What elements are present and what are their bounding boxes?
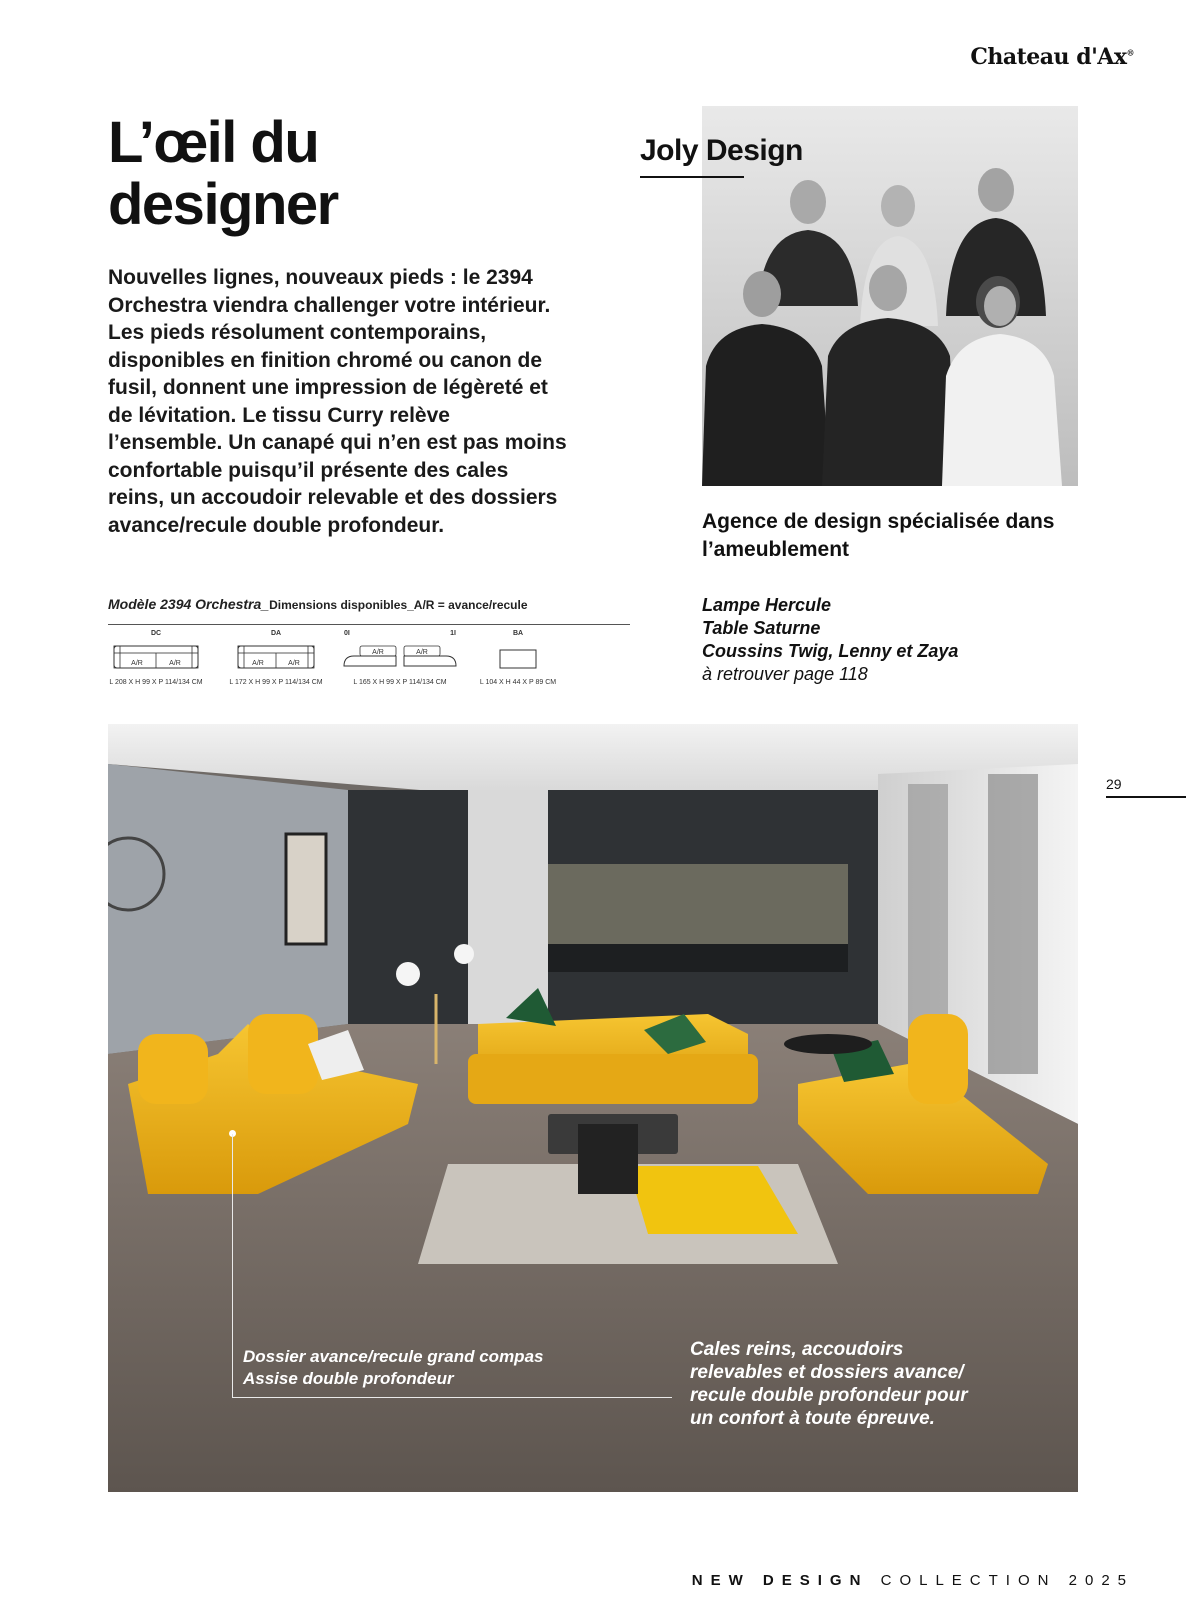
dimension-size: L 165 X H 99 X P 114/134 CM xyxy=(353,679,447,686)
page-title xyxy=(108,112,528,236)
dimension-item-dc xyxy=(108,630,204,686)
sofa-dc-diagram-icon xyxy=(112,642,200,670)
credit-table: Table Saturne xyxy=(702,618,821,638)
dimension-item-0i-1i xyxy=(340,630,460,686)
footer-rest: COLLECTION 2025 xyxy=(880,1572,1134,1589)
page-number-rule xyxy=(1106,796,1186,798)
dimensions-divider xyxy=(108,624,630,625)
seat-label: A/R xyxy=(288,660,300,667)
seat-label: A/R xyxy=(131,660,143,667)
dimension-code: 1I xyxy=(450,630,456,637)
page-number: 29 xyxy=(1106,776,1122,792)
seat-label: A/R xyxy=(169,660,181,667)
dimension-item-da xyxy=(228,630,324,686)
seat-label: A/R xyxy=(372,649,384,656)
agency-name: Joly Design xyxy=(640,134,803,167)
credit-reference: à retrouver page 118 xyxy=(702,664,868,684)
dimensions-subtitle: Dimensions disponibles_A/R = avance/recule xyxy=(269,598,528,612)
dimension-size: L 104 X H 44 X P 89 CM xyxy=(479,679,557,686)
chaise-diagram-icon xyxy=(340,642,460,670)
bench-diagram-icon xyxy=(498,642,538,670)
caption-left xyxy=(243,1346,663,1390)
dimension-size: L 208 X H 99 X P 114/134 CM xyxy=(109,679,203,686)
title-line-1: L’œil du xyxy=(108,110,319,175)
credit-lamp: Lampe Hercule xyxy=(702,595,832,615)
sofa-da-diagram-icon xyxy=(236,642,316,670)
dimension-size: L 172 X H 99 X P 114/134 CM xyxy=(229,679,323,686)
callout-line-vertical xyxy=(232,1134,233,1398)
callout-line-horizontal xyxy=(232,1397,672,1398)
product-credits xyxy=(702,594,1102,686)
caption-right: Cales reins, accoudoirs relevables et dossiers avance/ recule double profondeur pour un confort à toute épreuve. xyxy=(690,1339,968,1429)
footer-bold: NEW DESIGN xyxy=(691,1572,869,1589)
agency-underline xyxy=(640,176,744,178)
seat-label: A/R xyxy=(416,649,428,656)
footer-collection xyxy=(692,1572,1134,1589)
dimension-code: DA xyxy=(270,630,282,637)
intro-paragraph: Nouvelles lignes, nouveaux pieds : le 2394 Orchestra viendra challenger votre intérieur. Les pieds résolument contemporains, disponibles en finition chromé ou canon de fusil, donnent une impression de légèreté et de lévitation. Le tissu Curry relève l’ensemble. Un canapé qui n’en est pas moins confortable puisqu’il présente des cales reins, un accoudoir relevable et des dossiers avance/recule double profondeur. xyxy=(108,266,567,537)
dimension-code: DC xyxy=(150,630,162,637)
agency-description: Agence de design spécialisée dans l’ameublement xyxy=(702,510,1055,561)
dimension-code: BA xyxy=(512,630,524,637)
dimensions-model: Modèle 2394 Orchestra_ xyxy=(108,596,270,612)
dimension-codes xyxy=(340,630,460,642)
caption-left-line-1: Dossier avance/recule grand compas xyxy=(243,1347,544,1366)
dimensions-diagrams xyxy=(108,630,630,690)
caption-left-line-2: Assise double profondeur xyxy=(243,1369,454,1388)
dimensions-heading xyxy=(108,596,628,612)
dimension-code: 0I xyxy=(344,630,350,637)
dimension-item-ba xyxy=(478,630,558,686)
brand-logo: Chateau d'Ax® xyxy=(970,44,1134,70)
seat-label: A/R xyxy=(252,660,264,667)
credit-cushions: Coussins Twig, Lenny et Zaya xyxy=(702,641,959,661)
title-line-2: designer xyxy=(108,172,338,237)
